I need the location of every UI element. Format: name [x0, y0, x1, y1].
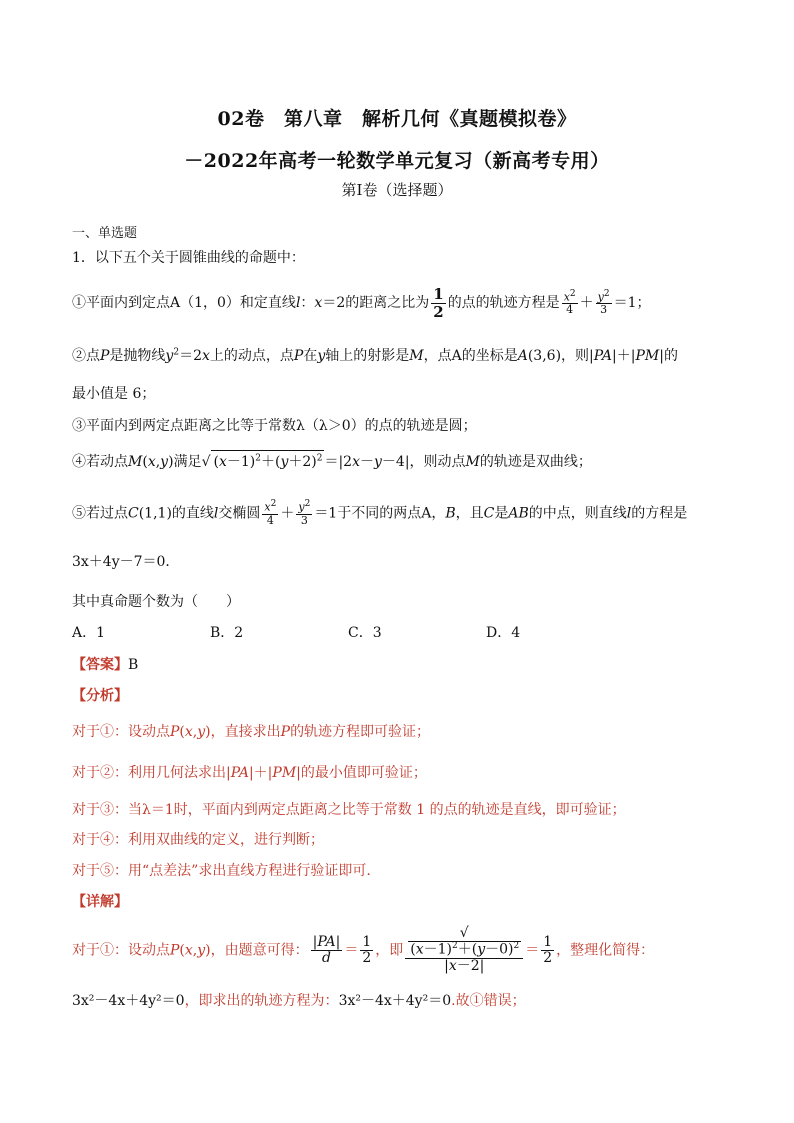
option-d[interactable]: D．4: [486, 625, 521, 641]
proposition-2: ②点P是抛物线$y^2=2x$上的动点，点P在y轴上的射影是M，点A的坐标是A(3,6)，则|PA|＋|PM|的: [72, 347, 678, 364]
volume-label: 第I卷（选择题）: [341, 181, 453, 199]
answer-line: [72, 654, 732, 674]
analysis-line-4: 对于④：利用双曲线的定义，进行判断；: [72, 832, 324, 848]
option-b[interactable]: B．2: [210, 625, 244, 641]
option-c[interactable]: C．3: [348, 625, 382, 641]
proposition-4: ④若动点M(x,y)满足√ $(x-1)^2+(y+2)^2 =|2x-y-4|$，则动点M的轨迹是双曲线；: [72, 450, 732, 471]
sqrt-expression: $(x-1)^2+(y+2)^2$: [211, 450, 324, 471]
analysis-line-1: 对于①：设动点P(x,y)，直接求出P的轨迹方程即可验证；: [72, 724, 431, 740]
doc-title: 02卷 第八章 解析几何《真题模拟卷》: [217, 108, 577, 130]
proposition-5-cont: 3x＋4y－7＝0．: [72, 554, 180, 570]
proposition-2-cont: 最小值是 6；: [72, 386, 156, 402]
question-ask: 其中真命题个数为（ ）: [72, 594, 240, 610]
analysis-line-5: 对于⑤：用“点差法”求出直线方程进行验证即可.: [72, 863, 371, 879]
section-heading: 一、单选题: [72, 226, 138, 241]
analysis-line-3: 对于③：当λ＝1时，平面内到两定点距离之比等于常数 1 的点的轨迹是直线，即可验证；: [72, 802, 626, 818]
answer-label: 【答案】: [72, 657, 128, 673]
detail-line-2: 3x²－4x＋4y²＝0，即求出的轨迹方程为：3x²－4x＋4y²＝0.故①错误；: [72, 993, 526, 1009]
proposition-1: ①平面内到定点A（1，0）和定直线l：x＝2的距离之比为 $\frac{1}{2}$ 的点的轨迹方程是 $\frac{x^2}{4}$ ＋ $\frac{y^2}{3}$ ＝1；: [72, 285, 651, 321]
answer-value: B: [128, 657, 139, 673]
analysis-line-2: 对于②：利用几何法求出|PA|＋|PM|的最小值即可验证；: [72, 765, 427, 781]
doc-subtitle: －2022年高考一轮数学单元复习（新高考专用）: [184, 150, 610, 172]
proposition-5: ⑤若过点C(1,1)的直线l交椭圆 $\frac{x^2}{4}$ ＋ $\frac{y^2}{3}$ ＝1于不同的两点A，B，且C是AB的中点，则直线l的方程是: [72, 499, 688, 527]
question-stem: 1．以下五个关于圆锥曲线的命题中：: [72, 250, 305, 266]
analysis-label: 【分析】: [72, 688, 128, 704]
option-a[interactable]: A．1: [72, 625, 106, 641]
detail-line-1: 对于①：设动点P(x,y)，由题意可得： $\frac{|PA|}{d}$ ＝ $\frac{1}{2}$ ，即 √ $(x-1)^2+(y-0)^2$ |x－2| ＝ $\frac{1}{2}$ ，整理化简得：: [72, 925, 655, 975]
detail-label: 【详解】: [72, 894, 128, 910]
proposition-3: ③平面内到两定点距离之比等于常数λ（λ＞0）的点的轨迹是圆；: [72, 418, 477, 434]
fraction-one-half: $\frac{1}{2}$: [433, 285, 444, 321]
